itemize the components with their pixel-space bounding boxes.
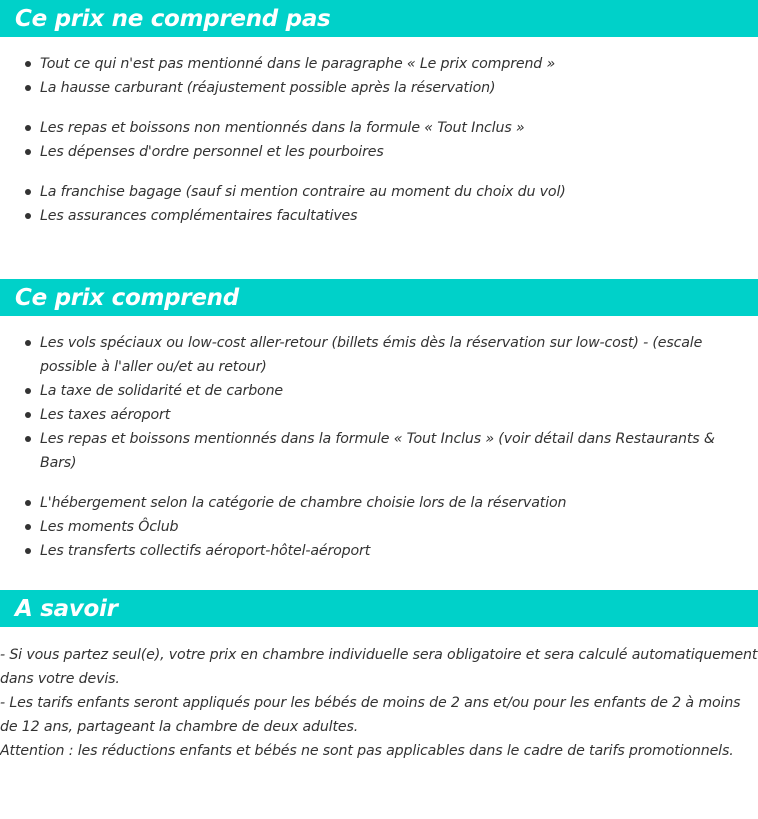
savoir-section-title: A savoir: [15, 595, 118, 622]
includes-section-header: [0, 279, 758, 316]
savoir-line: - Si vous partez seul(e), votre prix en chambre individuelle sera obligatoire et sera calculé automatiquement dans votre devis.: [0, 647, 758, 687]
list-item: Les transferts collectifs aéroport-hôtel-aéroport: [0, 539, 758, 563]
list-item: L'hébergement selon la catégorie de chambre choisie lors de la réservation: [0, 491, 758, 515]
list-item: Les repas et boissons non mentionnés dans la formule « Tout Inclus »: [0, 116, 758, 140]
list-item: Les assurances complémentaires facultatives: [0, 204, 758, 228]
list-item: Les vols spéciaux ou low-cost aller-retour (billets émis dès la réservation sur low-cost) - (escale possible à l'aller ou/et au retour): [0, 331, 758, 379]
includes-list: [0, 331, 758, 563]
list-item: Les moments Ôclub: [0, 515, 758, 539]
list-item: La franchise bagage (sauf si mention contraire au moment du choix du vol): [0, 180, 758, 204]
list-item: Les dépenses d'ordre personnel et les pourboires: [0, 140, 758, 164]
savoir-line: Attention : les réductions enfants et bébés ne sont pas applicables dans le cadre de tarifs promotionnels.: [0, 743, 734, 759]
list-item: La taxe de solidarité et de carbone: [0, 379, 758, 403]
excludes-section-header: [0, 0, 758, 37]
list-item: La hausse carburant (réajustement possible après la réservation): [0, 76, 758, 100]
excludes-section-title: Ce prix ne comprend pas: [15, 5, 331, 32]
list-item: Les repas et boissons mentionnés dans la formule « Tout Inclus » (voir détail dans Restaurants & Bars): [0, 427, 758, 475]
includes-section-title: Ce prix comprend: [15, 284, 239, 311]
savoir-text-block: [0, 643, 758, 763]
list-item: Tout ce qui n'est pas mentionné dans le paragraphe « Le prix comprend »: [0, 52, 758, 76]
excludes-list: [0, 52, 758, 228]
savoir-line: - Les tarifs enfants seront appliqués pour les bébés de moins de 2 ans et/ou pour les enfants de 2 à moins de 12 ans, partageant la chambre de deux adultes.: [0, 695, 741, 735]
list-item: Les taxes aéroport: [0, 403, 758, 427]
savoir-section-header: [0, 590, 758, 627]
